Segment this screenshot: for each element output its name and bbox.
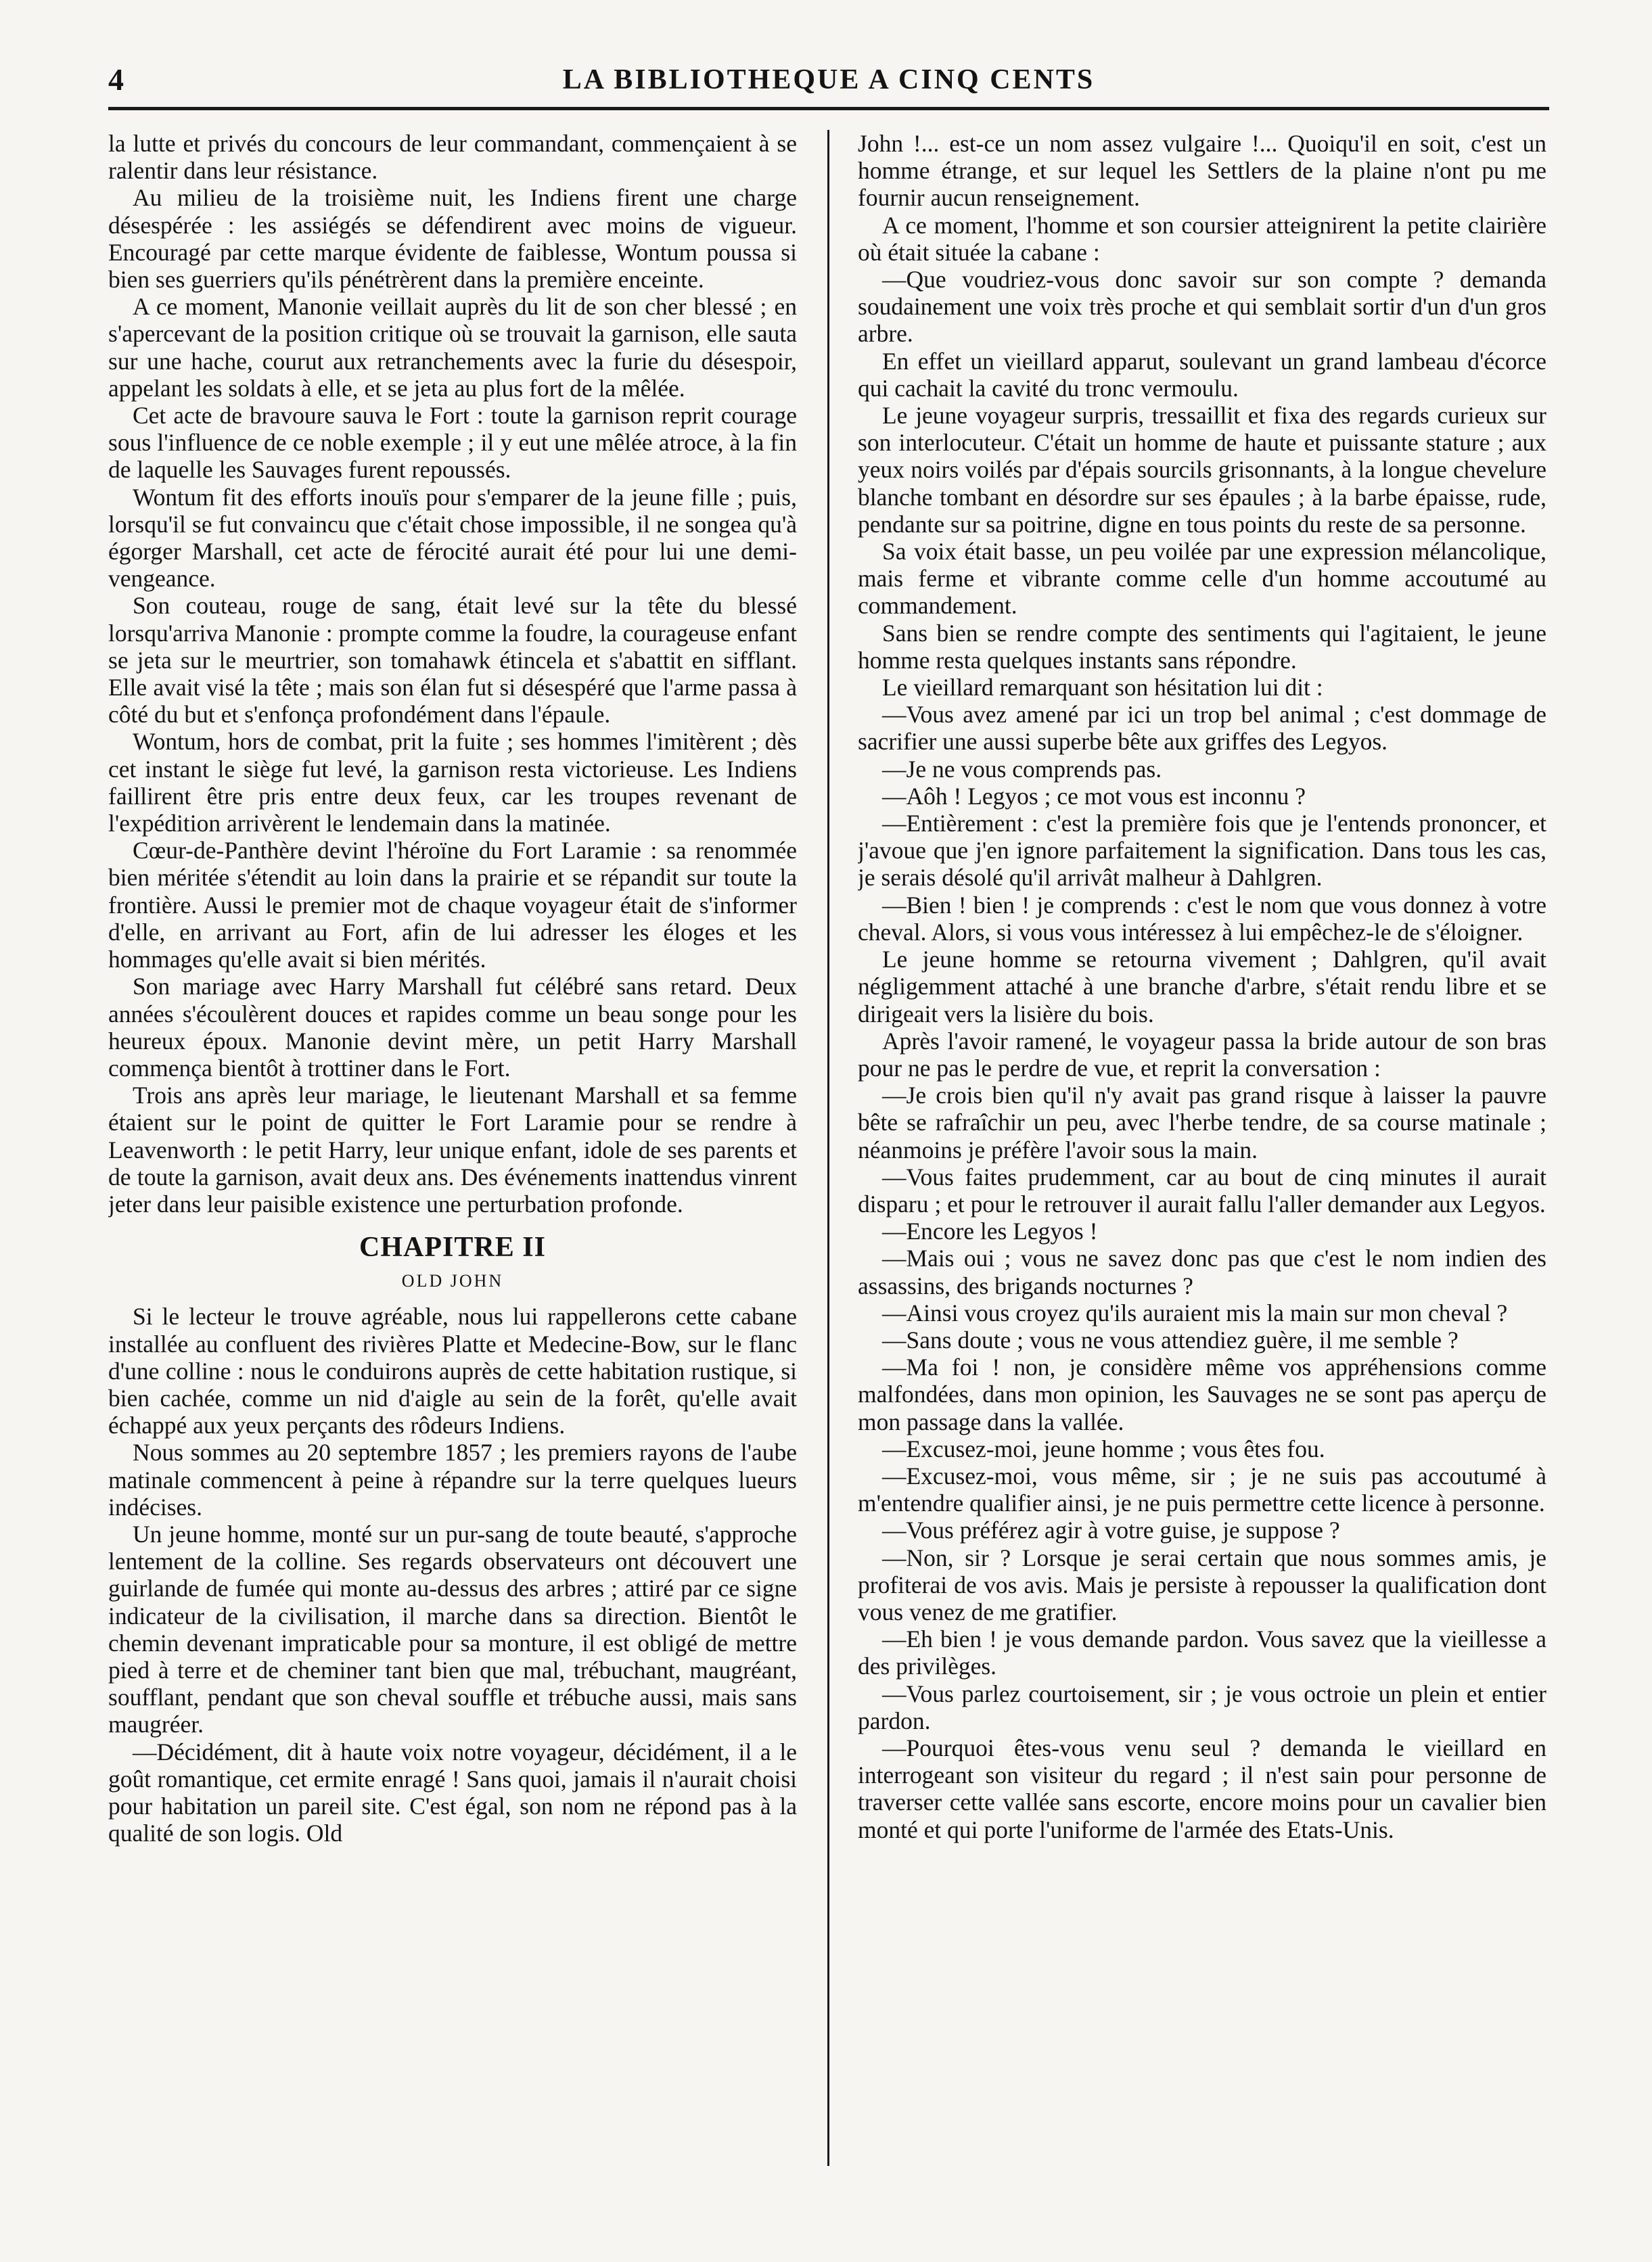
paragraph: Après l'avoir ramené, le voyageur passa la bride autour de son bras pour ne pas le perdre de vue, et reprit la conversation : — [858, 1027, 1546, 1082]
paragraph: Si le lecteur le trouve agréable, nous lui rappellerons cette cabane installée au confluent des rivières Platte et Medecine-Bow, sur le flanc d'une colline : nous le conduirons auprès de cette habitation rustique, si bien cachée, comme un nid d'aigle au sein de la forêt, qu'elle avait échappé aux yeux perçants des rôdeurs Indiens. — [108, 1303, 797, 1439]
page-number: 4 — [108, 62, 124, 97]
paragraph: Cet acte de bravoure sauva le Fort : toute la garnison reprit courage sous l'influence de ce noble exemple ; il y eut une mêlée atroce, à la fin de laquelle les Sauvages furent repoussés. — [108, 402, 797, 484]
paragraph: —Mais oui ; vous ne savez donc pas que c'est le nom indien des assassins, des brigands nocturnes ? — [858, 1245, 1546, 1299]
paragraph: Son mariage avec Harry Marshall fut célébré sans retard. Deux années s'écoulèrent douces et rapides comme un beau songe pour les heureux époux. Manonie devint mère, un petit Harry Marshall commença bientôt à trottiner dans le Fort. — [108, 973, 797, 1082]
paragraph: Un jeune homme, monté sur un pur-sang de toute beauté, s'approche lentement de la colline. Ses regards observateurs ont découvert une guirlande de fumée qui monte au-dessus des arbres ; attiré par ce signe indicateur de la civilisation, il marche dans sa direction. Bientôt le chemin devenant impraticable pour sa monture, il est obligé de mettre pied à terre et de cheminer tant bien que mal, trébuchant, maugréant, soufflant, pendant que son cheval souffle et trébuche aussi, mais sans maugréer. — [108, 1520, 797, 1738]
chapter-title: CHAPITRE II — [359, 1232, 546, 1264]
paragraph: Au milieu de la troisième nuit, les Indiens firent une charge désespérée : les assiégés se défendirent avec moins de vigueur. Encouragé par cette marque évidente de faiblesse, Wontum poussa si bien ses guerriers qu'ils pénétrèrent dans la première enceinte. — [108, 184, 797, 294]
paragraph: —Aôh ! Legyos ; ce mot vous est inconnu ? — [882, 782, 1306, 810]
paragraph: —Vous avez amené par ici un trop bel animal ; c'est dommage de sacrifier une aussi superbe bête aux griffes des Legyos. — [858, 701, 1546, 756]
paragraph: —Encore les Legyos ! — [882, 1218, 1098, 1245]
paragraph: Le jeune homme se retourna vivement ; Dahlgren, qu'il avait négligemment attaché à une branche d'arbre, s'était rendu libre et se dirigeait vers la lisière du bois. — [858, 946, 1546, 1028]
paragraph: —Ma foi ! non, je considère même vos appréhensions comme malfondées, dans mon opinion, les Sauvages ne se sont pas aperçu de mon passage dans la vallée. — [858, 1354, 1546, 1435]
paragraph: —Non, sir ? Lorsque je serai certain que nous sommes amis, je profiterai de vos avis. Mais je persiste à repousser la qualification dont vous venez de me gratifier. — [858, 1544, 1546, 1625]
paragraph: En effet un vieillard apparut, soulevant un grand lambeau d'écorce qui cachait la cavité du tronc vermoulu. — [858, 347, 1546, 402]
paragraph: Trois ans après leur mariage, le lieutenant Marshall et sa femme étaient sur le point de quitter le Fort Laramie pour se rendre à Leavenworth : le petit Harry, leur unique enfant, idole de ses parents et de toute la garnison, avait deux ans. Des événements inattendus vinrent jeter dans leur paisible existence une perturbation profonde. — [108, 1082, 797, 1218]
paragraph: Le vieillard remarquant son hésitation lui dit : — [882, 674, 1323, 701]
paragraph: Le jeune voyageur surpris, tressaillit et fixa des regards curieux sur son interlocuteur. C'était un homme de haute et puissante stature ; aux yeux noirs voilés par d'épais sourcils grisonnants, à la longue chevelure blanche tombant en désordre sur ses épaules ; à la barbe épaisse, rude, pendante sur sa poitrine, digne en tous points du reste de sa personne. — [858, 402, 1546, 538]
right-column — [858, 130, 1546, 2213]
page-header — [108, 60, 1549, 100]
paragraph: —Vous parlez courtoisement, sir ; je vous octroie un plein et entier pardon. — [858, 1680, 1546, 1734]
paragraph: —Eh bien ! je vous demande pardon. Vous savez que la vieillesse a des privilèges. — [858, 1625, 1546, 1680]
paragraph: —Vous préférez agir à votre guise, je suppose ? — [882, 1517, 1340, 1544]
paragraph: —Entièrement : c'est la première fois que je l'entends prononcer, et j'avoue que j'en ignore parfaitement la signification. Dans tous les cas, je serais désolé qu'il arrivât malheur à Dahlgren. — [858, 810, 1546, 892]
paragraph: —Vous faites prudemment, car au bout de cinq minutes il aurait disparu ; et pour le retrouver il aurait fallu l'aller demander aux Legyos. — [858, 1163, 1546, 1218]
paragraph: la lutte et privés du concours de leur commandant, commençaient à se ralentir dans leur résistance. — [108, 130, 797, 185]
paragraph: Nous sommes au 20 septembre 1857 ; les premiers rayons de l'aube matinale commencent à peine à répandre sur la terre quelques lueurs indécises. — [108, 1439, 797, 1521]
paragraph: Sans bien se rendre compte des sentiments qui l'agitaient, le jeune homme resta quelques instants sans répondre. — [858, 619, 1546, 674]
paragraph: —Je ne vous comprends pas. — [882, 755, 1162, 783]
paragraph: —Pourquoi êtes-vous venu seul ? demanda le vieillard en interrogeant son visiteur du regard ; il n'est sain pour personne de traverser cette vallée sans escorte, encore moins pour un cavalier bien monté et qui porte l'uniforme de l'armée des Etats-Unis. — [858, 1734, 1546, 1843]
chapter-subtitle: OLD JOHN — [401, 1271, 504, 1291]
paragraph: —Excusez-moi, vous même, sir ; je ne suis pas accoutumé à m'entendre qualifier ainsi, je ne puis permettre cette licence à personne. — [858, 1462, 1546, 1517]
running-title: LA BIBLIOTHEQUE A CINQ CENTS — [562, 64, 1095, 95]
left-column — [108, 130, 797, 2213]
paragraph: Wontum, hors de combat, prit la fuite ; ses hommes l'imitèrent ; dès cet instant le siège fut levé, la garnison resta victorieuse. Les Indiens faillirent être pris entre deux feux, car les troupes revenant de l'expédition arrivèrent le lendemain dans la matinée. — [108, 728, 797, 837]
paragraph: Sa voix était basse, un peu voilée par une expression mélancolique, mais ferme et vibrante comme celle d'un homme accoutumé au commandement. — [858, 538, 1546, 620]
paragraph: —Sans doute ; vous ne vous attendiez guère, il me semble ? — [882, 1326, 1459, 1354]
paragraph: Wontum fit des efforts inouïs pour s'emparer de la jeune fille ; puis, lorsqu'il se fut convaincu que c'était chose impossible, il ne songea qu'à égorger Marshall, cet acte de férocité aurait été pour lui une demi-vengeance. — [108, 483, 797, 593]
paragraph: —Que voudriez-vous donc savoir sur son compte ? demanda soudainement une voix très proche et qui semblait sortir d'un d'un gros arbre. — [858, 266, 1546, 348]
paragraph: —Ainsi vous croyez qu'ils auraient mis la main sur mon cheval ? — [882, 1299, 1508, 1326]
paragraph: Son couteau, rouge de sang, était levé sur la tête du blessé lorsqu'arriva Manonie : prompte comme la foudre, la courageuse enfant se jeta sur le meurtrier, son tomahawk étincela et s'abattit en sifflant. Elle avait visé la tête ; mais son élan fut si désespéré que l'arme passa à côté du but et s'enfonça profondément dans l'épaule. — [108, 592, 797, 729]
column-rule — [827, 130, 829, 2166]
header-rule — [108, 107, 1549, 110]
paragraph: A ce moment, l'homme et son coursier atteignirent la petite clairière où était située la cabane : — [858, 211, 1546, 266]
paragraph: A ce moment, Manonie veillait auprès du lit de son cher blessé ; en s'apercevant de la position critique où se trouvait la garnison, elle sauta sur une hache, courut aux retranchements avec la furie du désespoir, appelant les soldats à elle, et se jeta au plus fort de la mêlée. — [108, 293, 797, 402]
paragraph: —Bien ! bien ! je comprends : c'est le nom que vous donnez à votre cheval. Alors, si vous vous intéressez à lui empêchez-le de s'éloigner. — [858, 891, 1546, 946]
paragraph: —Décidément, dit à haute voix notre voyageur, décidément, il a le goût romantique, cet ermite enragé ! Sans quoi, jamais il n'aurait choisi pour habitation un pareil site. C'est égal, son nom ne répond pas à la qualité de son logis. Old — [108, 1738, 797, 1847]
paragraph: Cœur-de-Panthère devint l'héroïne du Fort Laramie : sa renommée bien méritée s'étendit au loin dans la prairie et se répandit sur toute la frontière. Aussi le premier mot de chaque voyageur était de s'informer d'elle, en arrivant au Fort, afin de lui adresser les éloges et les hommages qu'elle avait si bien mérités. — [108, 837, 797, 973]
paragraph: —Excusez-moi, jeune homme ; vous êtes fou. — [882, 1435, 1325, 1462]
paragraph: —Je crois bien qu'il n'y avait pas grand risque à laisser la pauvre bête se rafraîchir un peu, avec l'herbe tendre, de sa course matinale ; néanmoins je préfère l'avoir sous la main. — [858, 1082, 1546, 1163]
paragraph: John !... est-ce un nom assez vulgaire !... Quoiqu'il en soit, c'est un homme étrange, et sur lequel les Settlers de la plaine n'ont pu me fournir aucun renseignement. — [858, 130, 1546, 212]
